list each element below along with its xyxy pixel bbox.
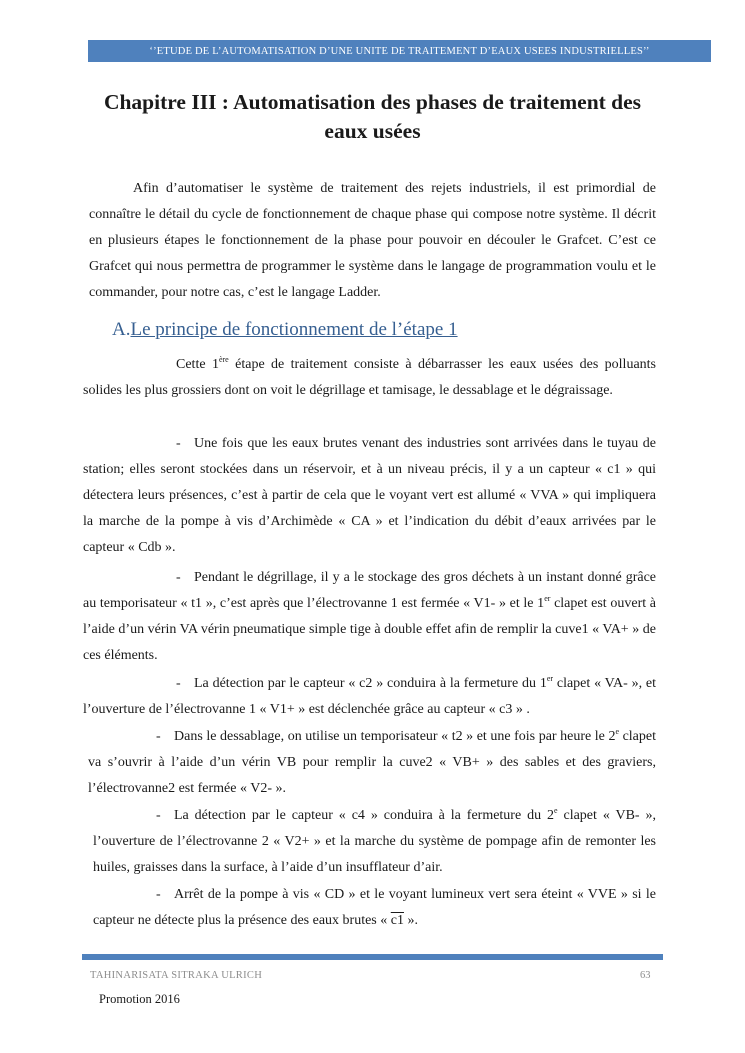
stage-intro-paragraph (83, 352, 656, 404)
running-header-text: ‘’ETUDE DE L’AUTOMATISATION D’UNE UNITE DE TRAITEMENT D’EAUX USEES INDUSTRIELLES’’ (149, 45, 650, 57)
section-title: Le principe de fonctionnement de l’étape 1 (130, 319, 458, 340)
footer-promotion: Promotion 2016 (99, 992, 180, 1006)
bullet-marker: - (156, 808, 161, 823)
section-letter: A. (112, 319, 131, 340)
bullet-marker: - (176, 570, 181, 585)
bullet-superscript: er (546, 674, 554, 683)
list-item (88, 724, 656, 802)
bullet-marker: - (156, 729, 161, 744)
bullet-superscript: e (615, 727, 620, 736)
bullet-text-rest: ». (403, 913, 418, 928)
bullet-text: La détection par le capteur « c2 » conduira à la fermeture du 1 (194, 676, 547, 691)
section-heading-a (112, 319, 632, 341)
bullet-marker: - (176, 436, 181, 451)
bullet-text-rest: clapet « VB- », l’ouverture de l’électrovanne 2 « V2+ » et la marche du système de pompage afin de remonter les huiles, graisses dans la surface, à l’aide d’un insufflateur d’air. (93, 808, 656, 875)
footer-author: TAHINARISATA SITRAKA ULRICH (90, 970, 263, 981)
bullet-text: Arrêt de la pompe à vis « CD » et le voyant lumineux vert sera éteint « VVE » si le capteur ne détecte plus la présence des eaux brutes « (93, 887, 656, 928)
stage-intro-text-rest: étape de traitement consiste à débarrasser les eaux usées des polluants solides les plus grossiers dont on voit le dégrillage et tamisage, le dessablage et le dégraissage. (83, 357, 656, 398)
intro-paragraph (89, 176, 656, 306)
list-item (83, 671, 656, 723)
bullet-text: Une fois que les eaux brutes venant des industries sont arrivées dans le tuyau de station; elles seront stockées dans un réservoir, et à un niveau précis, il y a un capteur « c1 » qui détectera leurs présences, c’est à partir de cela que le voyant vert est allumé « VVA » qui impliquera la marche de la pompe à vis d’Archimède « CA » et l’indication du débit d’eaux arrivées par le capteur « Cdb ». (83, 436, 656, 555)
list-item (83, 431, 656, 561)
stage-intro-superscript: ère (218, 355, 229, 364)
footer-rule (82, 954, 663, 960)
bullet-marker: - (156, 887, 161, 902)
bullet-text-rest: clapet est ouvert à l’aide d’un vérin VA vérin pneumatique simple tige à double effet afin de remplir la cuve1 « VA+ » de ces éléments. (83, 596, 657, 663)
bullet-text: Pendant le dégrillage, il y a le stockage des gros déchets à un instant donné grâce au temporisateur « t1 », c’est après que l’électrovanne 1 est fermée « V1- » et le 1 (83, 570, 656, 611)
page-number: 63 (640, 970, 651, 981)
chapter-title: Chapitre III : Automatisation des phases de traitement des eaux usées (103, 90, 642, 143)
stage-intro-text: Cette 1 (176, 357, 219, 372)
list-item (93, 803, 656, 881)
bullet-text: Dans le dessablage, on utilise un temporisateur « t2 » et une fois par heure le 2 (174, 729, 616, 744)
bullet-text-rest: clapet « VA- », et l’ouverture de l’électrovanne 1 « V1+ » est déclenchée grâce au capteur « c3 » . (83, 676, 656, 717)
running-header (88, 40, 711, 62)
bullet-text: La détection par le capteur « c4 » conduira à la fermeture du 2 (174, 808, 555, 823)
list-item (83, 565, 656, 669)
negated-sensor-symbol: c1 (390, 913, 404, 928)
bullet-superscript: e (554, 806, 558, 815)
intro-text: Afin d’automatiser le système de traitement des rejets industriels, il est primordial de connaître le détail du cycle de fonctionnement de chaque phase qui compose notre système. Il décrit en plusieurs étapes le fonctionnement de la phase pour pouvoir en découler le Grafcet. C’est ce Grafcet qui nous permettra de programmer le système dans le langage de programmation voulu et le commander, pour notre cas, c’est le langage Ladder. (89, 181, 656, 300)
bullet-superscript: er (544, 594, 551, 603)
list-item (93, 882, 656, 934)
bullet-marker: - (176, 676, 181, 691)
bullet-text-rest: clapet va s’ouvrir à l’aide d’un vérin VB pour remplir la cuve2 « VB+ » des sables et des graviers, l’électrovanne2 est fermée « V2- ». (88, 729, 656, 796)
